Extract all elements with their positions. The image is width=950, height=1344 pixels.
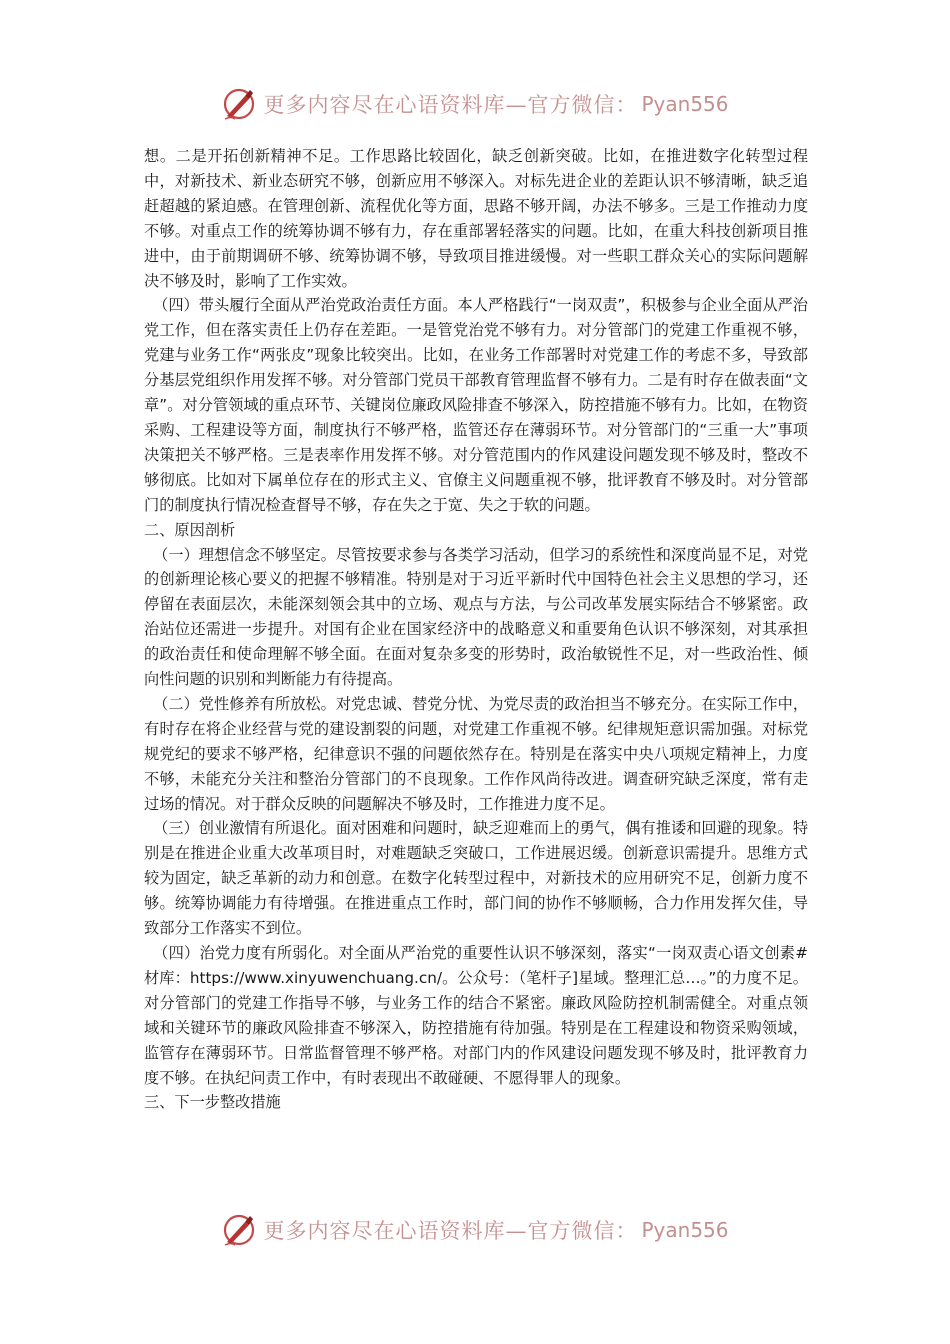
header-watermark xyxy=(0,82,950,126)
watermark-wechat-id: Pyan556 xyxy=(641,1218,729,1242)
paragraph: （三）创业激情有所退化。面对困难和问题时，缺乏迎难而上的勇气，偶有推诿和回避的现象。特别是在推进企业重大改革项目时，对难题缺乏突破口，工作进展迟缓。创新意识需提升。思维方式较为固定，缺乏革新的动力和创意。在数字化转型过程中，对新技术的应用研究不足，创新力度不够。统筹协调能力有待增强。在推进重点工作时，部门间的协作不够顺畅，合力作用发挥欠佳，导致部分工作落实不到位。 xyxy=(144,819,808,938)
section-heading: 三、下一步整改措施 xyxy=(144,1093,281,1112)
footer-watermark xyxy=(0,1208,950,1252)
paragraph: 想。二是开拓创新精神不足。工作思路比较固化，缺乏创新突破。比如，在推进数字化转型过程中，对新技术、新业态研究不够，创新应用不够深入。对标先进企业的差距认识不够清晰，缺乏追赶超越的紧迫感。在管理创新、流程优化等方面，思路不够开阔，办法不够多。三是工作推动力度不够。对重点工作的统筹协调不够有力，存在重部署轻落实的问题。比如，在重大科技创新项目推进中，由于前期调研不够、统筹协调不够，导致项目推进缓慢。对一些职工群众关心的实际问题解决不够及时，影响了工作实效。 xyxy=(144,147,808,290)
watermark-brand-text: 更多内容尽在心语资料库—官方微信： xyxy=(263,1219,638,1243)
pen-circle-logo-icon xyxy=(221,86,257,122)
section-heading: 二、原因剖析 xyxy=(144,520,236,539)
watermark-brand-text: 更多内容尽在心语资料库—官方微信： xyxy=(263,93,638,117)
paragraph: （一）理想信念不够坚定。尽管按要求参与各类学习活动，但学习的系统性和深度尚显不足，对党的创新理论核心要义的把握不够精准。特别是对于习近平新时代中国特色社会主义思想的学习，还停留在表面层次，未能深刻领会其中的立场、观点与方法，与公司改革发展实际结合不够紧密。政治站位还需进一步提升。对国有企业在国家经济中的战略意义和重要角色认识不够深刻，对其承担的政治责任和使命理解不够全面。在面对复杂多变的形势时，政治敏锐性不足，对一些政治性、倾向性问题的识别和判断能力有待提高。 xyxy=(144,545,808,689)
paragraph: （四）治党力度有所弱化。对全面从严治党的重要性认识不够深刻，落实“一岗双责心语文创素#材库：https://www.xinyuwenchuang.cn/。公众号：（笔杆子]星域。整理汇总…。”的力度不足。对分管部门的党建工作指导不够，与业务工作的结合不紧密。廉政风险防控机制需健全。对重点领域和关键环节的廉政风险排查不够深入，防控措施有待加强。特别是在工程建设和物资采购领域，监管存在薄弱环节。日常监督管理不够严格。对部门内的作风建设问题发现不够及时，批评教育力度不够。在执纪问责工作中，有时表现出不敢碰硬、不愿得罪人的现象。 xyxy=(144,944,808,1087)
watermark-wechat-id: Pyan556 xyxy=(641,92,729,116)
paragraph: （二）党性修养有所放松。对党忠诚、替党分忧、为党尽责的政治担当不够充分。在实际工作中，有时存在将企业经营与党的建设割裂的问题，对党建工作重视不够。纪律规矩意识需加强。对标党规党纪的要求不够严格，纪律意识不强的问题依然存在。特别是在落实中央八项规定精神上，力度不够，未能充分关注和整治分管部门的不良现象。工作作风尚待改进。调查研究缺乏深度，常有走过场的情况。对于群众反映的问题解决不够及时，工作推进力度不足。 xyxy=(144,694,808,813)
paragraph: （四）带头履行全面从严治党政治责任方面。本人严格践行“一岗双责”，积极参与企业全面从严治党工作，但在落实责任上仍存在差距。一是管党治党不够有力。对分管部门的党建工作重视不够，党建与业务工作“两张皮”现象比较突出。比如，在业务工作部署时对党建工作的考虑不多，导致部分基层党组织作用发挥不够。对分管部门党员干部教育管理监督不够有力。二是有时存在做表面“文章”。对分管领域的重点环节、关键岗位廉政风险排查不够深入，防控措施不够有力。比如，在物资采购、工程建设等方面，制度执行不够严格，监管还存在薄弱环节。对分管部门的“三重一大”事项决策把关不够严格。三是表率作用发挥不够。对分管范围内的作风建设问题发现不够及时，整改不够彻底。比如对下属单位存在的形式主义、官僚主义问题重视不够，批评教育不够及时。对分管部门的制度执行情况检查督导不够，存在失之于宽、失之于软的问题。 xyxy=(144,296,808,514)
document-body xyxy=(144,144,808,1115)
pen-circle-logo-icon xyxy=(221,1212,257,1248)
